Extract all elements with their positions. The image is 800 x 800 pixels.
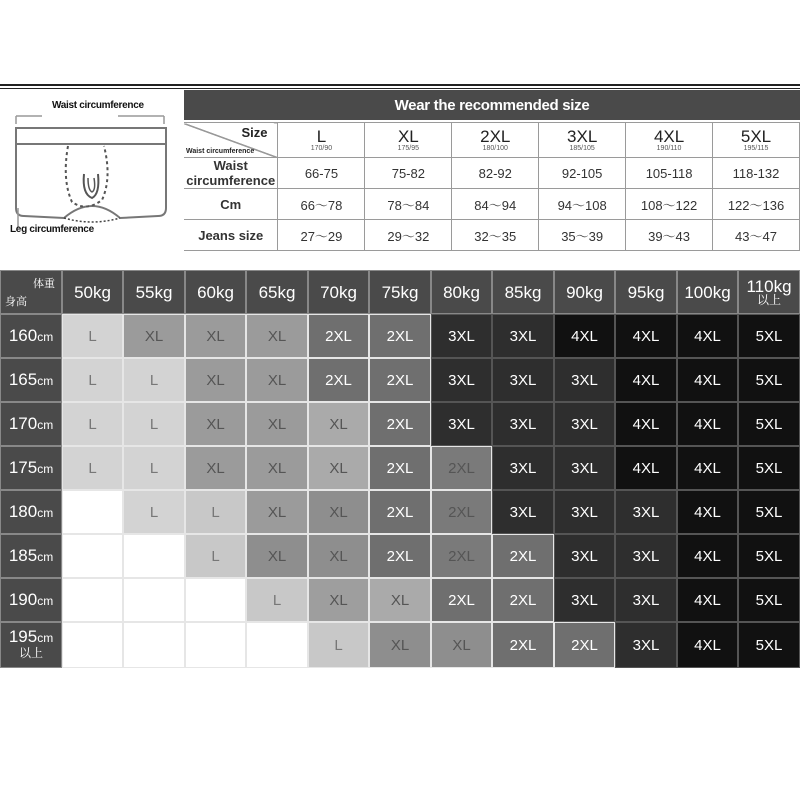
size-col-xl [365, 123, 452, 158]
height-unit: cm [37, 549, 54, 564]
height-header-190 [0, 578, 62, 622]
table-cell: 118-132 [713, 158, 800, 189]
size-cell: 3XL [615, 622, 677, 668]
size-label: XL [397, 126, 419, 146]
waist-circumference-label: Waist circumference [52, 100, 144, 111]
size-cell: 5XL [738, 446, 800, 490]
briefs-diagram [2, 90, 182, 256]
size-cell: L [62, 314, 123, 358]
size-col-4xl [626, 123, 713, 158]
row-label: Jeans size [184, 220, 278, 251]
size-label: 2XL [480, 126, 511, 146]
height-header-180 [0, 490, 62, 534]
weight-label: 110kg [746, 276, 792, 296]
size-cell [185, 622, 246, 668]
height-number: 170 [8, 413, 38, 433]
size-cell: XL [246, 490, 308, 534]
size-cell: 2XL [492, 534, 554, 578]
height-header-175 [0, 446, 62, 490]
height-unit: cm [37, 505, 54, 520]
size-cell: 4XL [615, 314, 677, 358]
size-corner-cell [184, 123, 278, 158]
height-sub-label: 以上 [18, 646, 43, 660]
corner-height-label: 身高 [5, 296, 27, 308]
size-cell: 3XL [431, 402, 492, 446]
weight-label: 55kg [135, 282, 173, 302]
size-cell: 2XL [308, 314, 369, 358]
size-cell: 2XL [369, 490, 431, 534]
size-cell: L [123, 490, 185, 534]
size-cell: 3XL [492, 314, 554, 358]
weight-header-80kg [431, 270, 492, 314]
table-cell: 29～32 [365, 220, 452, 251]
size-cell: XL [185, 314, 246, 358]
size-chart-section [0, 90, 800, 256]
table-cell: 92-105 [539, 158, 626, 189]
size-cell: 2XL [554, 622, 615, 668]
size-cell: 4XL [677, 578, 738, 622]
size-cell: 4XL [677, 490, 738, 534]
size-cell: 3XL [431, 314, 492, 358]
size-sub: 190/110 [656, 144, 682, 152]
size-cell [123, 578, 185, 622]
size-cell: XL [185, 358, 246, 402]
height-unit: cm [37, 329, 54, 344]
table-cell: 84～94 [452, 189, 539, 220]
size-cell: 3XL [554, 578, 615, 622]
size-cell: 3XL [554, 358, 615, 402]
size-cell: L [123, 358, 185, 402]
size-cell: XL [246, 358, 308, 402]
size-cell [62, 490, 123, 534]
table-cell: 66-75 [278, 158, 365, 189]
size-cell: XL [369, 622, 431, 668]
size-cell: 3XL [554, 490, 615, 534]
top-rule-2 [0, 88, 800, 89]
height-number: 160 [8, 325, 38, 345]
weight-label: 60kg [197, 282, 234, 302]
size-sub: 170/90 [310, 144, 333, 152]
height-unit: cm [37, 461, 54, 476]
size-cell: XL [369, 578, 431, 622]
weight-header-60kg [185, 270, 246, 314]
size-cell: 2XL [492, 578, 554, 622]
size-cell: 5XL [738, 622, 800, 668]
height-label [8, 325, 54, 345]
table-cell: 27～29 [278, 220, 365, 251]
size-cell: XL [431, 622, 492, 668]
corner-waist-label: Waist circumference [186, 148, 255, 155]
height-number: 190 [8, 589, 38, 609]
size-cell: L [308, 622, 369, 668]
row-label: Cm [184, 189, 278, 220]
size-cell: 2XL [431, 446, 492, 490]
height-number: 195 [8, 627, 38, 646]
height-number: 180 [8, 501, 38, 521]
size-cell: XL [246, 534, 308, 578]
size-cell: 2XL [369, 402, 431, 446]
weight-label: 80kg [443, 282, 480, 302]
size-cell: 3XL [615, 578, 677, 622]
size-cell: 4XL [554, 314, 615, 358]
weight-header-55kg [123, 270, 185, 314]
size-cell: 2XL [431, 490, 492, 534]
weight-height-grid [0, 270, 800, 668]
size-cell: XL [308, 534, 369, 578]
size-cell: L [62, 358, 123, 402]
size-label: 5XL [740, 126, 772, 146]
height-label [8, 457, 54, 477]
weight-label: 95kg [627, 282, 665, 302]
table-cell: 82-92 [452, 158, 539, 189]
weight-header-90kg [554, 270, 615, 314]
size-cell: XL [308, 578, 369, 622]
size-cell: 2XL [431, 578, 492, 622]
weight-header-110kg [738, 270, 800, 314]
size-cell: 3XL [492, 490, 554, 534]
size-table-section [184, 90, 800, 256]
weight-label: 90kg [566, 282, 603, 302]
size-cell: XL [308, 490, 369, 534]
row-label: Waist circumference [184, 158, 278, 189]
cm-row [184, 189, 800, 220]
size-cell: 3XL [615, 490, 677, 534]
size-cell: 2XL [369, 358, 431, 402]
size-table [184, 122, 800, 251]
table-cell: 39～43 [626, 220, 713, 251]
size-cell: XL [308, 402, 369, 446]
size-cell: 3XL [554, 402, 615, 446]
height-label [8, 545, 54, 565]
size-cell: 4XL [677, 622, 738, 668]
size-cell: XL [246, 314, 308, 358]
weight-label: 75kg [381, 282, 419, 302]
size-cell: 3XL [492, 446, 554, 490]
size-cell: L [62, 446, 123, 490]
size-col-2xl [452, 123, 539, 158]
weight-label: 100kg [684, 282, 731, 302]
size-cell: L [123, 446, 185, 490]
size-cell: XL [308, 446, 369, 490]
size-cell [246, 622, 308, 668]
size-cell: L [185, 490, 246, 534]
size-cell: 5XL [738, 578, 800, 622]
size-cell: XL [246, 402, 308, 446]
size-sub: 185/105 [569, 144, 595, 152]
size-label: 3XL [567, 126, 598, 146]
size-cell: 3XL [492, 402, 554, 446]
grid-corner-cell [0, 270, 62, 314]
weight-header-65kg [246, 270, 308, 314]
size-cell: 2XL [369, 314, 431, 358]
size-cell: 4XL [677, 446, 738, 490]
size-col-5xl [713, 123, 800, 158]
table-cell: 122～136 [713, 189, 800, 220]
table-cell: 108～122 [626, 189, 713, 220]
size-cell: 3XL [554, 534, 615, 578]
size-cell: L [246, 578, 308, 622]
size-cell: XL [185, 446, 246, 490]
size-cell: 3XL [431, 358, 492, 402]
table-cell: 75-82 [365, 158, 452, 189]
height-header-170 [0, 402, 62, 446]
size-cell [123, 534, 185, 578]
size-col-3xl [539, 123, 626, 158]
table-cell: 78～84 [365, 189, 452, 220]
weight-label: 65kg [258, 282, 296, 302]
height-label [8, 369, 54, 389]
size-cell: 5XL [738, 534, 800, 578]
table-cell: 66～78 [278, 189, 365, 220]
size-cell: 5XL [738, 402, 800, 446]
corner-weight-label: 体重 [33, 278, 55, 290]
waist-row [184, 158, 800, 189]
size-cell: L [62, 402, 123, 446]
size-label: L [316, 126, 327, 146]
size-sub: 175/95 [397, 144, 420, 152]
height-header-160 [0, 314, 62, 358]
height-label [8, 501, 54, 521]
size-cell: XL [246, 446, 308, 490]
size-cell: 5XL [738, 358, 800, 402]
table-cell: 32～35 [452, 220, 539, 251]
size-cell [62, 534, 123, 578]
size-cell: XL [123, 314, 185, 358]
size-cell: 4XL [677, 314, 738, 358]
corner-size-label: Size [241, 125, 268, 140]
weight-label: 70kg [320, 282, 357, 302]
size-header-row [184, 123, 800, 158]
size-cell: 4XL [615, 402, 677, 446]
size-cell: L [123, 402, 185, 446]
weight-header-50kg [62, 270, 123, 314]
jeans-size-row [184, 220, 800, 251]
size-cell [62, 578, 123, 622]
weight-header-85kg [492, 270, 554, 314]
size-cell: XL [185, 402, 246, 446]
size-cell: 4XL [677, 358, 738, 402]
size-cell: 4XL [677, 534, 738, 578]
size-label: 4XL [653, 126, 685, 146]
size-sub: 180/100 [482, 144, 508, 152]
height-label [8, 413, 54, 433]
size-sub: 195/115 [743, 144, 769, 152]
height-unit: cm [37, 417, 54, 432]
weight-header-100kg [677, 270, 738, 314]
height-number: 165 [8, 369, 38, 389]
size-cell: 4XL [615, 446, 677, 490]
size-cell: 2XL [369, 534, 431, 578]
size-table-title: Wear the recommended size [184, 90, 800, 120]
table-cell: 35～39 [539, 220, 626, 251]
weight-header-75kg [369, 270, 431, 314]
weight-label: 50kg [74, 282, 111, 302]
height-unit: cm [37, 631, 54, 645]
weight-header-70kg [308, 270, 369, 314]
height-label [9, 629, 53, 646]
table-cell: 105-118 [626, 158, 713, 189]
size-cell: 4XL [615, 358, 677, 402]
weight-sub-label: 以上 [756, 292, 781, 307]
height-number: 175 [8, 457, 38, 477]
height-unit: cm [37, 373, 54, 388]
table-cell: 43～47 [713, 220, 800, 251]
height-header-185 [0, 534, 62, 578]
size-cell: 5XL [738, 490, 800, 534]
height-unit: cm [37, 593, 54, 608]
table-cell: 94～108 [539, 189, 626, 220]
size-cell: 2XL [308, 358, 369, 402]
size-cell: 5XL [738, 314, 800, 358]
size-cell: 3XL [615, 534, 677, 578]
size-cell [62, 622, 123, 668]
height-header-195 [0, 622, 62, 668]
size-cell: 3XL [492, 358, 554, 402]
height-label [8, 589, 54, 609]
size-cell: 2XL [369, 446, 431, 490]
weight-header-95kg [615, 270, 677, 314]
height-header-165 [0, 358, 62, 402]
size-cell: 2XL [492, 622, 554, 668]
leg-circumference-label: Leg circumference [10, 224, 94, 235]
size-cell: 2XL [431, 534, 492, 578]
size-cell: L [185, 534, 246, 578]
size-cell: 4XL [677, 402, 738, 446]
size-col-l [278, 123, 365, 158]
weight-label: 85kg [504, 282, 542, 302]
size-cell [185, 578, 246, 622]
size-cell: 3XL [554, 446, 615, 490]
size-cell [123, 622, 185, 668]
top-rule [0, 84, 800, 86]
height-number: 185 [8, 545, 38, 565]
